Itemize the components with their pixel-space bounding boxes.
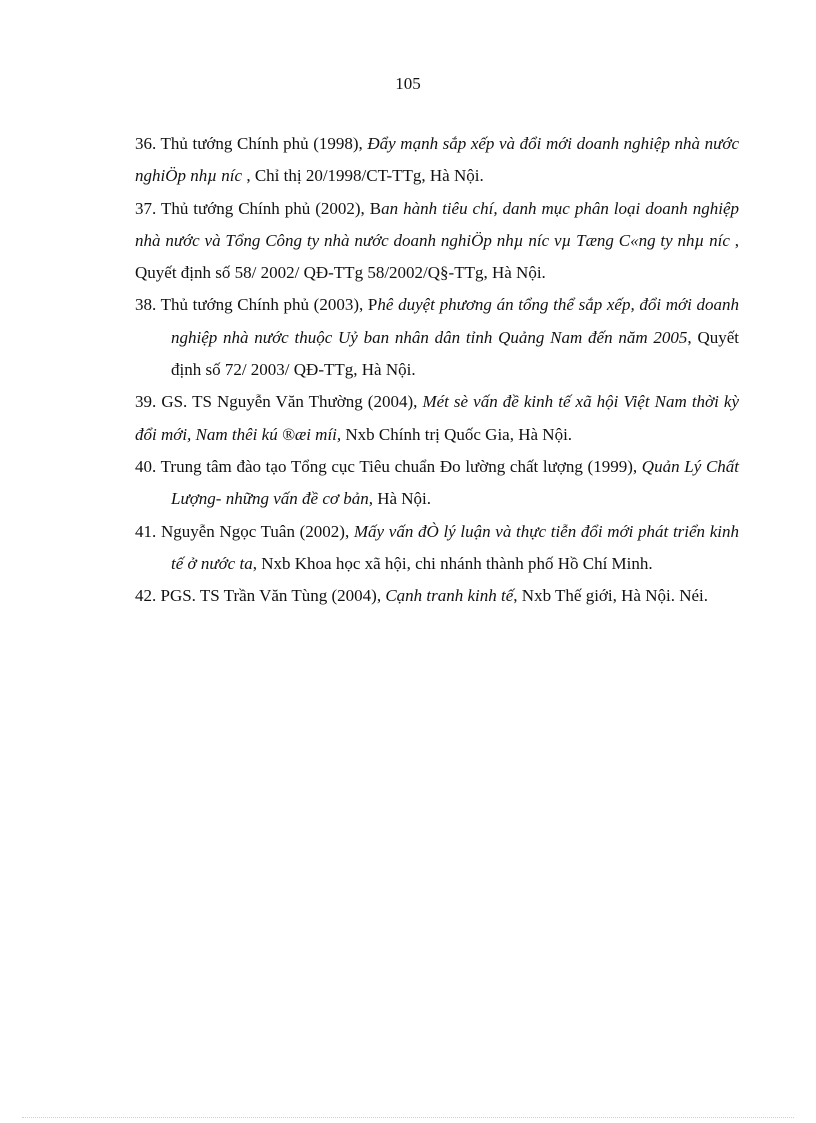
reference-number: 39.: [135, 392, 157, 412]
reference-number: 37.: [135, 198, 157, 218]
reference-title: an hành tiêu chí, danh mục phân loại doanh nghiệp nhà nước và Tổng Công ty nhà nước doanh nghiÖp nhµ níc vµ Tæng C«ng ty nhµ níc: [135, 198, 739, 250]
reference-details: , Nxb Khoa học xã hội, chi nhánh thành phố Hồ Chí Minh.: [252, 553, 653, 573]
page-bottom-divider: [22, 1117, 794, 1118]
reference-number: 38.: [135, 295, 157, 315]
reference-author: PGS. TS Trần Văn Tùng (2004),: [160, 586, 386, 606]
reference-title: Đẩy mạnh sắp xếp và đổi mới doanh nghiệp nhà nước nghiÖp nhµ níc: [135, 134, 739, 186]
reference-item: [135, 289, 739, 386]
reference-author: Thủ tướng Chính phủ (2002), B: [160, 198, 382, 218]
reference-details: , Nxb Thế giới, Hà Nội. Néi.: [513, 586, 708, 606]
reference-item: [135, 386, 739, 451]
reference-title: Mấy vấn đÒ lý luận và thực tiễn đổi mới phát triển kinh tế ở nước ta: [171, 521, 740, 573]
reference-title: Quản Lý Chất Lượng- những vấn đề cơ bản,: [171, 456, 740, 509]
reference-author: Trung tâm đào tạo Tổng cục Tiêu chuẩn Đo lường chất lượng (1999),: [160, 456, 642, 476]
reference-title: Mét sè vấn đề kinh tế xã hội Việt Nam thời kỳ đổi mới, Nam thêi kú ®æi míi,: [135, 392, 739, 444]
reference-item: [135, 516, 739, 581]
reference-item: [135, 128, 739, 193]
reference-number: 41.: [135, 521, 157, 541]
reference-title: hê duyệt phương án tổng thể sắp xếp, đổi mới doanh nghiệp nhà nước thuộc Uỷ ban nhân dân tỉnh Quảng Nam đến năm 2005: [171, 295, 740, 347]
reference-item: [135, 580, 739, 612]
reference-item: [135, 193, 739, 290]
reference-number: 42.: [135, 586, 157, 606]
reference-details: , Quyết định số 58/ 2002/ QĐ-TTg 58/2002/Q§-TTg, Hà Nội.: [135, 230, 740, 283]
reference-details: Hà Nội.: [372, 489, 432, 509]
page-number: 105: [395, 74, 421, 93]
reference-list: [135, 128, 739, 612]
reference-title: Cạnh tranh kinh tế: [385, 586, 514, 606]
reference-item: [135, 451, 739, 516]
reference-details: , Quyết định số 72/ 2003/ QĐ-TTg, Hà Nội.: [171, 327, 739, 380]
reference-author: GS. TS Nguyễn Văn Thường (2004),: [161, 392, 423, 412]
reference-author: Nguyễn Ngọc Tuân (2002),: [160, 521, 354, 541]
reference-author: Thủ tướng Chính phủ (2003), P: [160, 295, 378, 315]
reference-number: 40.: [135, 456, 157, 476]
reference-author: Thủ tướng Chính phủ (1998),: [160, 134, 368, 153]
reference-details: Nxb Chính trị Quốc Gia, Hà Nội.: [341, 424, 573, 444]
reference-number: 36.: [135, 134, 157, 153]
reference-details: , Chỉ thị 20/1998/CT-TTg, Hà Nội.: [242, 166, 484, 186]
